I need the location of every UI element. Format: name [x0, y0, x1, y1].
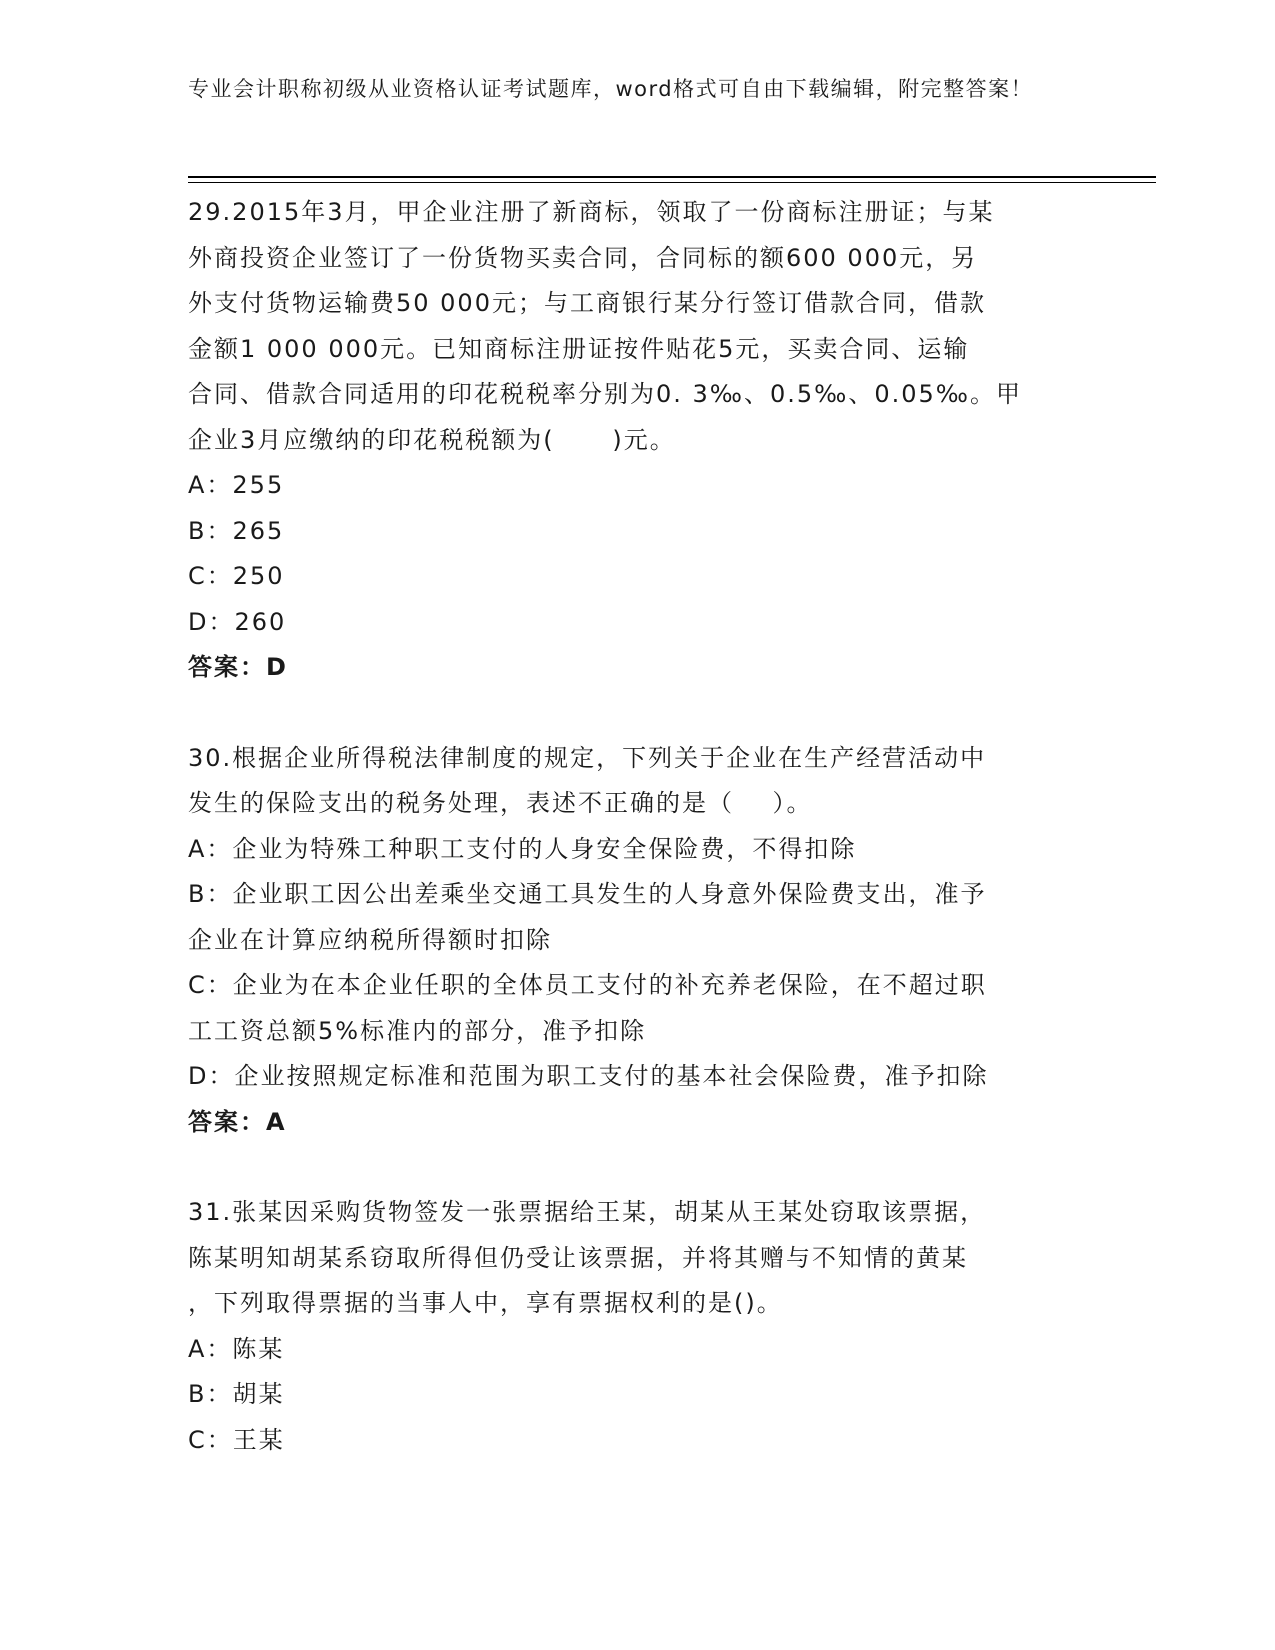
question-text-line: 29.2015年3月，甲企业注册了新商标，领取了一份商标注册证；与某	[188, 198, 995, 226]
question-29	[188, 190, 1078, 691]
option-b-continued: 企业在计算应纳税所得额时扣除	[188, 925, 552, 954]
option-c: C：企业为在本企业任职的全体员工支付的补充养老保险，在不超过职	[188, 971, 987, 999]
option-a: A：企业为特殊工种职工支付的人身安全保险费，不得扣除	[188, 834, 857, 863]
question-list	[188, 190, 1078, 1463]
option-b: B：265	[188, 516, 285, 545]
spacer	[188, 691, 1078, 736]
option-c-continued: 工工资总额5%标准内的部分，准予扣除	[188, 1016, 647, 1045]
option-b: B：胡某	[188, 1380, 285, 1408]
option-d: D：260	[188, 607, 287, 636]
document-header	[188, 72, 1068, 106]
option-a: A：陈某	[188, 1334, 285, 1363]
question-30	[188, 736, 1078, 1146]
option-c: C：王某	[188, 1425, 285, 1454]
question-text-line: 金额1 000 000元。已知商标注册证按件贴花5元，买卖合同、运输	[188, 334, 970, 363]
answer-line: 答案：D	[188, 653, 288, 681]
option-d: D：企业按照规定标准和范围为职工支付的基本社会保险费，准予扣除	[188, 1062, 989, 1090]
question-text-line: 陈某明知胡某系窃取所得但仍受让该票据，并将其赠与不知情的黄某	[188, 1243, 968, 1272]
question-31	[188, 1190, 1078, 1463]
header-text: 专业会计职称初级从业资格认证考试题库，word格式可自由下载编辑，附完整答案！	[188, 77, 1034, 101]
question-text-line: 合同、借款合同适用的印花税税率分别为0. 3‰、0.5‰、0.05‰。甲	[188, 380, 1023, 408]
question-text-line: 外支付货物运输费50 000元；与工商银行某分行签订借款合同，借款	[188, 289, 986, 317]
question-text-line: ，下列取得票据的当事人中，享有票据权利的是()。	[188, 1289, 783, 1317]
question-text-line: 发生的保险支出的税务处理，表述不正确的是（ ）。	[188, 789, 813, 817]
option-c: C：250	[188, 562, 285, 590]
option-b: B：企业职工因公出差乘坐交通工具发生的人身意外保险费支出，准予	[188, 880, 987, 908]
question-text-line: 企业3月应缴纳的印花税税额为( )元。	[188, 425, 676, 454]
header-rule-thick	[188, 176, 1156, 178]
question-text-line: 外商投资企业签订了一份货物买卖合同，合同标的额600 000元，另	[188, 243, 978, 272]
option-a: A：255	[188, 471, 285, 499]
header-rule-thin	[188, 182, 1156, 183]
answer-line: 答案：A	[188, 1107, 287, 1136]
question-text-line: 30.根据企业所得税法律制度的规定，下列关于企业在生产经营活动中	[188, 743, 987, 772]
spacer	[188, 1145, 1078, 1190]
question-text-line: 31.张某因采购货物签发一张票据给王某，胡某从王某处窃取该票据，	[188, 1198, 987, 1226]
